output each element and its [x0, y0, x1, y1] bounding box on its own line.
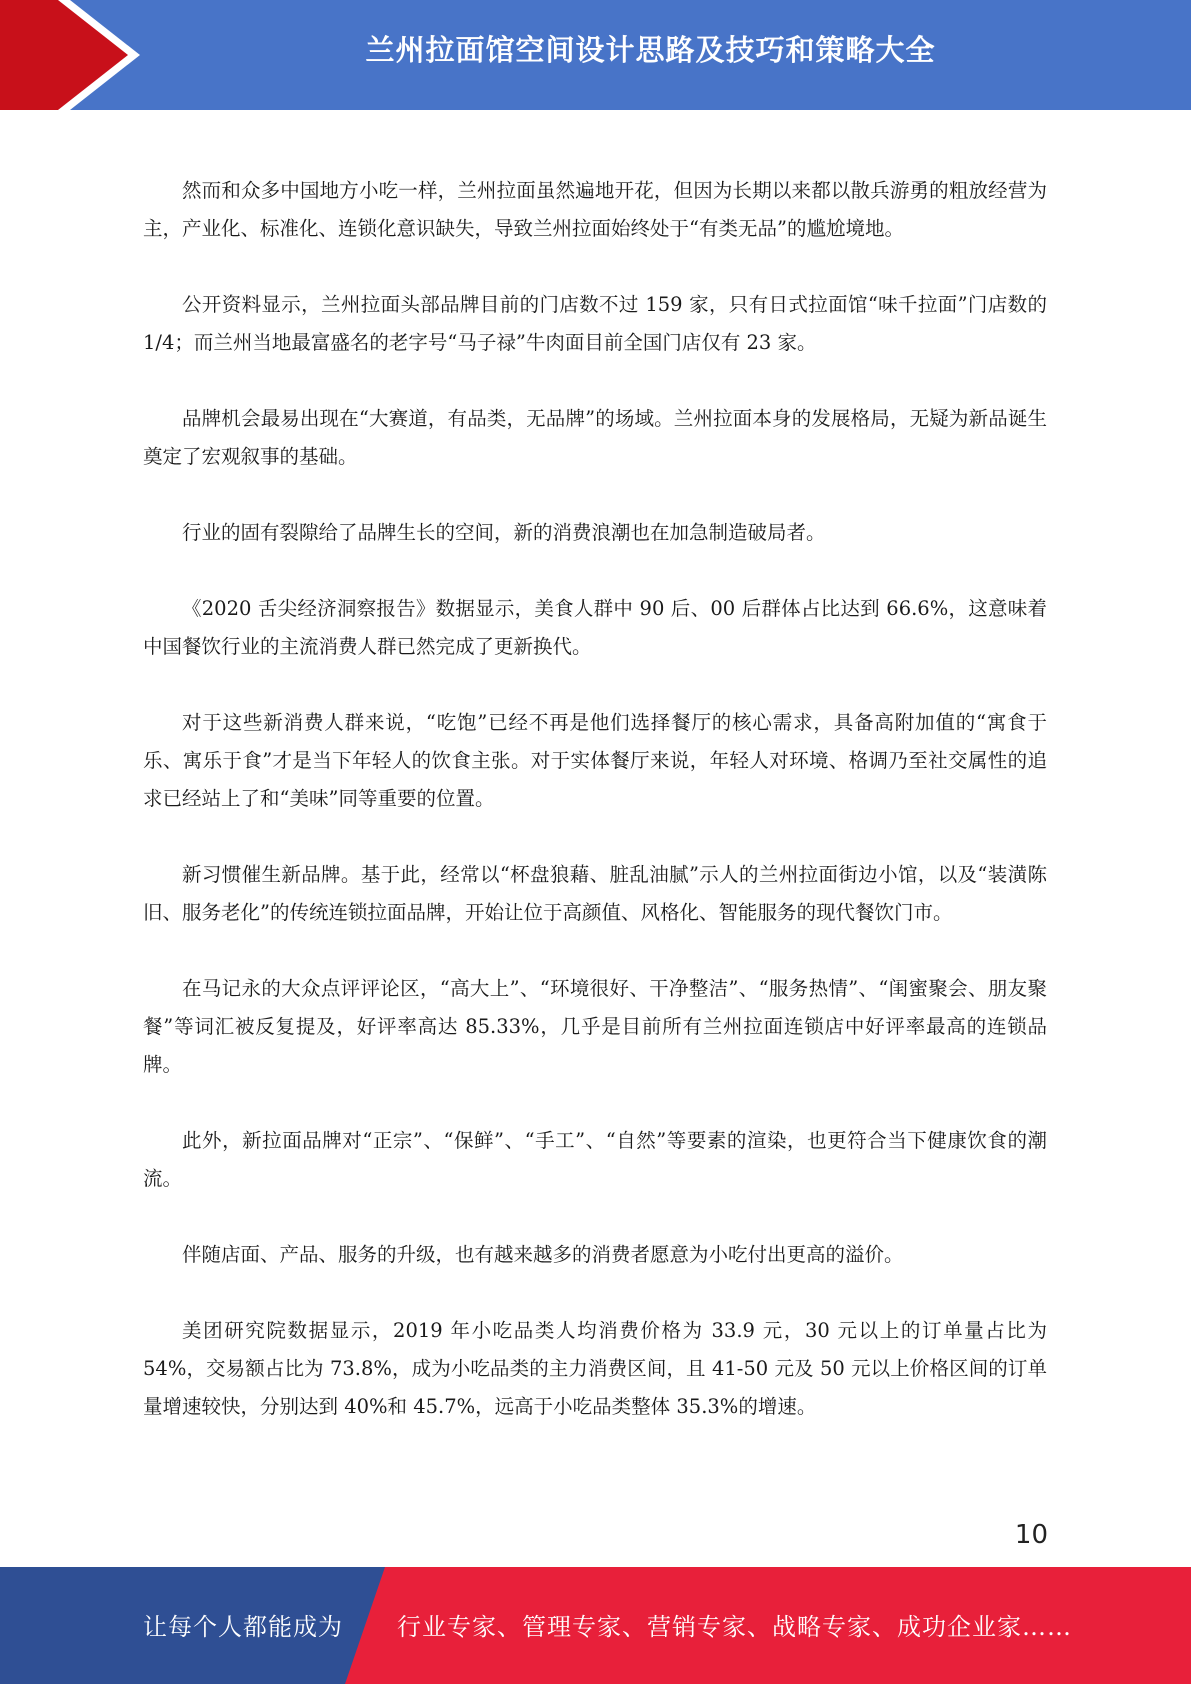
document-title: 兰州拉面馆空间设计思路及技巧和策略大全	[365, 33, 936, 67]
footer-slogan-right: 行业专家、管理专家、营销专家、战略专家、成功企业家……	[397, 1613, 1072, 1641]
paragraph: 美团研究院数据显示，2019 年小吃品类人均消费价格为 33.9 元，30 元以上的订单量占比为 54%，交易额占比为 73.8%，成为小吃品类的主力消费区间，且 41-50 元及 50 元以上价格区间的订单量增速较快，分别达到 40%和 45.7%，远高于小吃品类整体 35.3%的增速。	[143, 1319, 1047, 1418]
paragraph: 行业的固有裂隙给了品牌生长的空间，新的消费浪潮也在加急制造破局者。	[182, 521, 826, 544]
article-body	[143, 172, 1047, 1464]
page-footer	[0, 1567, 1191, 1684]
page-number: 10	[1014, 1520, 1048, 1550]
paragraph: 品牌机会最易出现在“大赛道，有品类，无品牌”的场域。兰州拉面本身的发展格局，无疑为新品诞生奠定了宏观叙事的基础。	[143, 407, 1047, 468]
footer-slogan-left: 让每个人都能成为	[143, 1613, 343, 1641]
paragraph: 新习惯催生新品牌。基于此，经常以“杯盘狼藉、脏乱油腻”示人的兰州拉面街边小馆，以及“装潢陈旧、服务老化”的传统连锁拉面品牌，开始让位于高颜值、风格化、智能服务的现代餐饮门市。	[143, 863, 1047, 924]
paragraph: 公开资料显示，兰州拉面头部品牌目前的门店数不过 159 家，只有日式拉面馆“味千拉面”门店数的 1/4；而兰州当地最富盛名的老字号“马子禄”牛肉面目前全国门店仅有 23 家。	[143, 293, 1047, 354]
page-header	[0, 0, 1191, 110]
paragraph: 《2020 舌尖经济洞察报告》数据显示，美食人群中 90 后、00 后群体占比达到 66.6%，这意味着中国餐饮行业的主流消费人群已然完成了更新换代。	[143, 597, 1047, 658]
paragraph: 在马记永的大众点评评论区，“高大上”、“环境很好、干净整洁”、“服务热情”、“闺蜜聚会、朋友聚餐”等词汇被反复提及，好评率高达 85.33%，几乎是目前所有兰州拉面连锁店中好评率最高的连锁品牌。	[143, 977, 1047, 1076]
paragraph: 对于这些新消费人群来说，“吃饱”已经不再是他们选择餐厅的核心需求，具备高附加值的“寓食于乐、寓乐于食”才是当下年轻人的饮食主张。对于实体餐厅来说，年轻人对环境、格调乃至社交属性的追求已经站上了和“美味”同等重要的位置。	[143, 711, 1047, 810]
paragraph: 然而和众多中国地方小吃一样，兰州拉面虽然遍地开花，但因为长期以来都以散兵游勇的粗放经营为主，产业化、标准化、连锁化意识缺失，导致兰州拉面始终处于“有类无品”的尴尬境地。	[143, 179, 1047, 240]
paragraph: 此外，新拉面品牌对“正宗”、“保鲜”、“手工”、“自然”等要素的渲染，也更符合当下健康饮食的潮流。	[143, 1129, 1047, 1190]
paragraph: 伴随店面、产品、服务的升级，也有越来越多的消费者愿意为小吃付出更高的溢价。	[182, 1243, 904, 1266]
